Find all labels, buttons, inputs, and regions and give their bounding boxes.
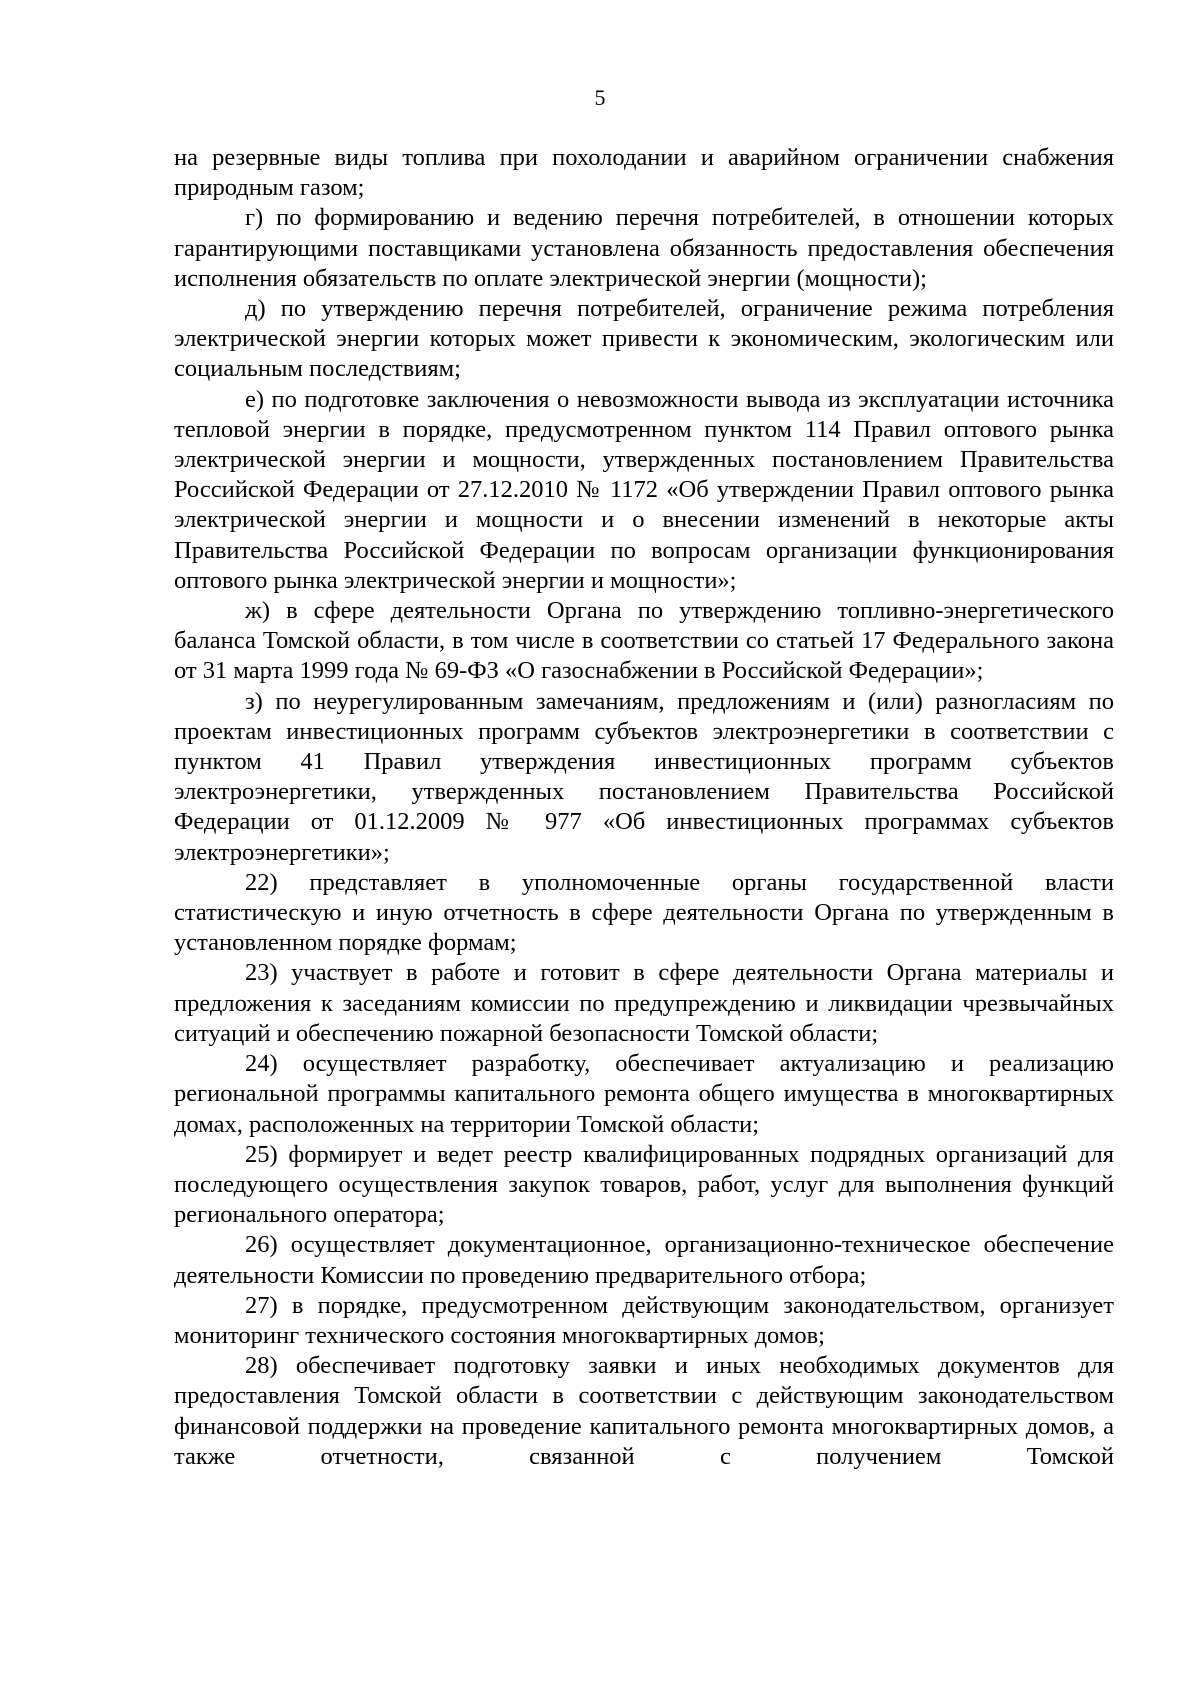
paragraph-item-z: з) по неурегулированным замечаниям, предложениям и (или) разногласиям по проектам инвестиционных программ субъектов электроэнергетики в соответствии с пунктом 41 Правил утверждения инвестиционных программ субъектов электроэнергетики, утвержденных постановлением Правительства Российской Федерации от 01.12.2009 № 977 «Об инвестиционных программах субъектов электроэнергетики»; — [174, 687, 1114, 866]
page-number: 5 — [594, 85, 606, 110]
paragraph-continuation: на резервные виды топлива при похолодании и аварийном ограничении снабжения природным газом; — [174, 144, 1114, 202]
paragraph-item-23: 23) участвует в работе и готовит в сфере деятельности Органа материалы и предложения к заседаниям комиссии по предупреждению и ликвидации чрезвычайных ситуаций и обеспечению пожарной безопасности Томской области; — [174, 959, 1114, 1047]
document-body — [174, 143, 1114, 1472]
paragraph-item-g: г) по формированию и ведению перечня потребителей, в отношении которых гарантирующими поставщиками установлена обязанность предоставления обеспечения исполнения обязательств по оплате электрической энергии (мощности); — [174, 204, 1114, 292]
paragraph-item-e: е) по подготовке заключения о невозможности вывода из эксплуатации источника тепловой энергии в порядке, предусмотренном пунктом 114 Правил оптового рынка электрической энергии и мощности, утвержденных постановлением Правительства Российской Федерации от 27.12.2010 № 1172 «Об утверждении Правил оптового рынка электрической энергии и мощности и о внесении изменений в некоторые акты Правительства Российской Федерации по вопросам организации функционирования оптового рынка электрической энергии и мощности»; — [174, 385, 1114, 594]
paragraph-item-28: 28) обеспечивает подготовку заявки и иных необходимых документов для предоставления Томской области в соответствии с действующим законодательством финансовой поддержки на проведение капитального ремонта многоквартирных домов, а также отчетности, связанной с получением Томской — [174, 1352, 1114, 1470]
paragraph-item-26: 26) осуществляет документационное, организационно-техническое обеспечение деятельности Комиссии по проведению предварительного отбора; — [174, 1231, 1114, 1289]
paragraph-item-d: д) по утверждению перечня потребителей, ограничение режима потребления электрической энергии которых может привести к экономическим, экологическим или социальным последствиям; — [174, 295, 1114, 383]
paragraph-item-25: 25) формирует и ведет реестр квалифицированных подрядных организаций для последующего осуществления закупок товаров, работ, услуг для выполнения функций регионального оператора; — [174, 1140, 1114, 1229]
paragraph-item-22: 22) представляет в уполномоченные органы государственной власти статистическую и иную отчетность в сфере деятельности Органа по утвержденным в установленном порядке формам; — [174, 868, 1114, 957]
paragraph-item-27: 27) в порядке, предусмотренном действующим законодательством, организует мониторинг технического состояния многоквартирных домов; — [174, 1291, 1114, 1349]
paragraph-item-zh: ж) в сфере деятельности Органа по утверждению топливно-энергетического баланса Томской области, в том числе в соответствии со статьей 17 Федерального закона от 31 марта 1999 года № 69-ФЗ «О газоснабжении в Российской Федерации»; — [174, 597, 1114, 685]
paragraph-item-24: 24) осуществляет разработку, обеспечивает актуализацию и реализацию региональной программы капитального ремонта общего имущества в многоквартирных домах, расположенных на территории Томской области; — [174, 1050, 1114, 1138]
